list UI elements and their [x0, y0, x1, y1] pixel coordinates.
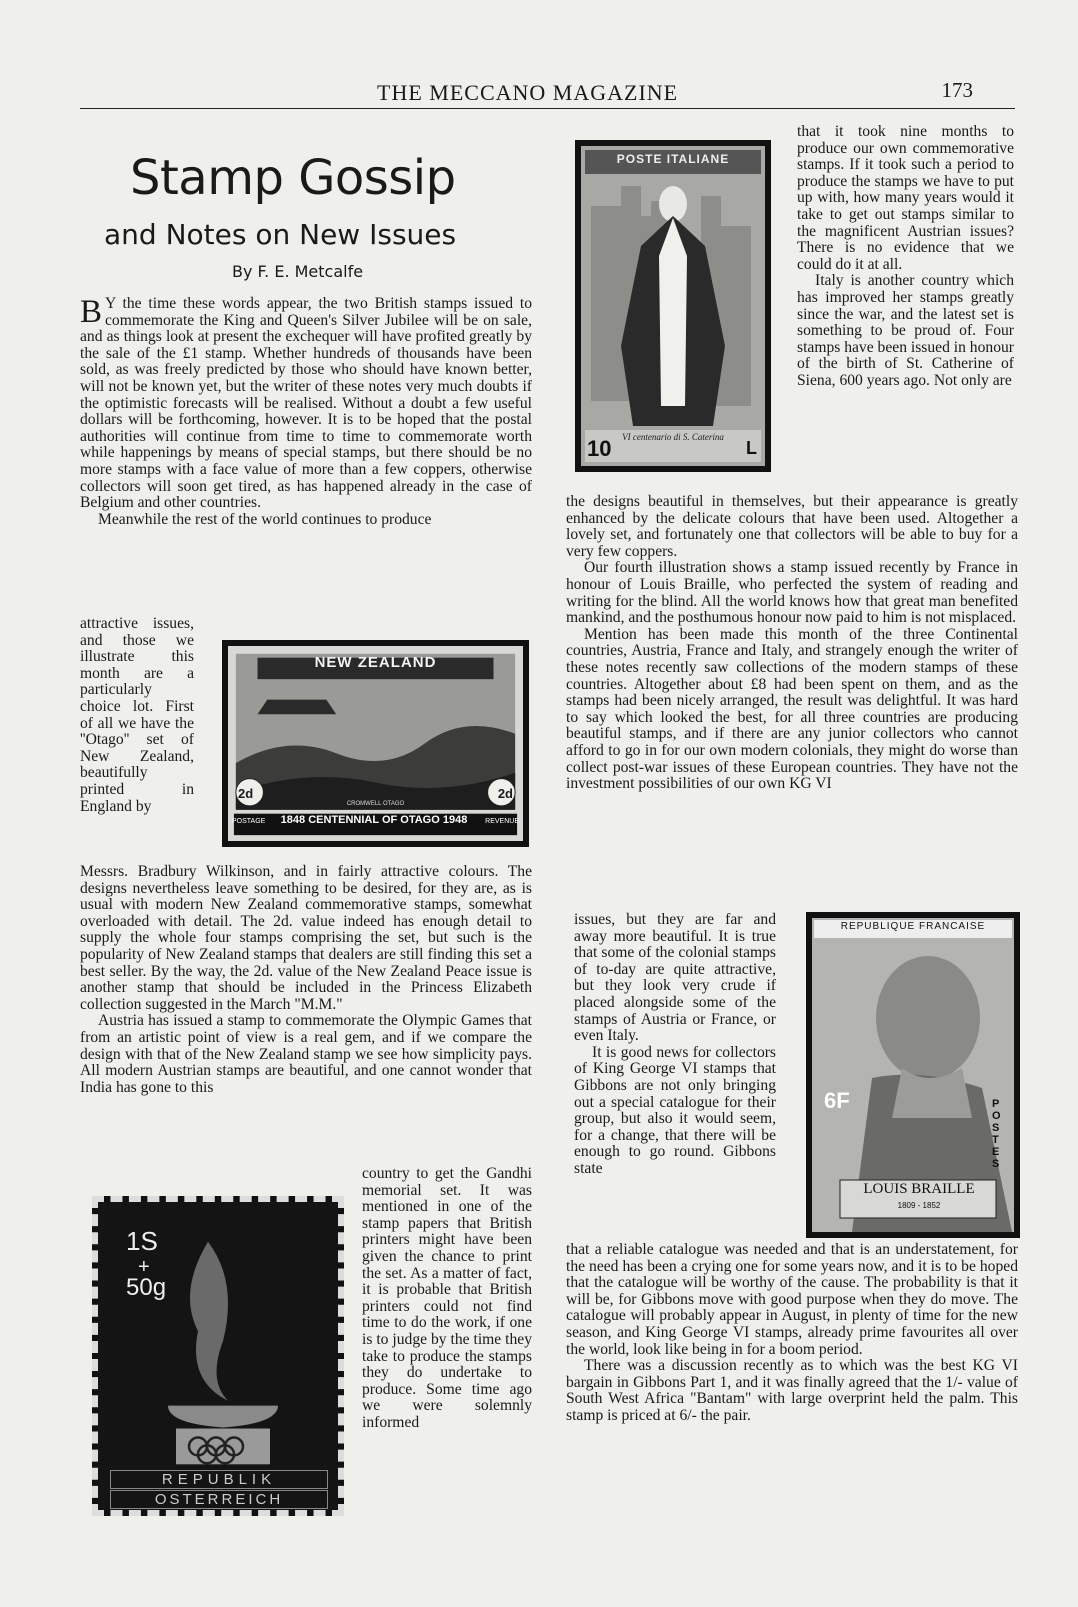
france-name-label: LOUIS BRAILLE: [863, 1181, 975, 1197]
col2-block-d: [566, 1242, 1018, 1425]
italy-header: POSTE ITALIANE: [616, 152, 730, 166]
nz-postage-label: POSTAGE: [232, 818, 266, 825]
italy-inscription: VI centenario di S. Caterina: [622, 432, 724, 442]
austria-value-2: 50g: [126, 1274, 167, 1301]
col1-block-b: [80, 616, 194, 815]
col1-paragraph-2b: attractive issues, and those we illustrate this month are a particularly choice lot. First of all we have the ''Otago'' set of New Zealand, beautifully printed in England by: [80, 615, 194, 815]
page-number: 173: [941, 78, 973, 102]
running-head: [80, 78, 1015, 109]
austria-plus: +: [138, 1256, 150, 1278]
france-postes-label: POSTES: [992, 1098, 1001, 1170]
nz-banner: 1848 CENTENNIAL OF OTAGO 1948: [280, 814, 468, 826]
col2-paragraph-4b: issues, but they are far and away more beautiful. It is true that some of the colonial stamps of to-day are quite attractive, but they look very crude if placed alongside some of the stamps of Austria or France, or even Italy.: [574, 911, 776, 1045]
austria-inscription-1: REPUBLIK: [110, 1470, 328, 1489]
col2-paragraph-3: Our fourth illustration shows a stamp issued recently by France in honour of Louis Braille, who perfected the system of reading and writing for the blind. All the world knows how that great man benefited mankind, and the posthumous honour now paid to him is not misplaced.: [566, 559, 1018, 627]
italy-lire-label: L: [746, 438, 757, 458]
article-headline: Stamp Gossip: [130, 150, 456, 206]
austria-inscription-2: OSTERREICH: [110, 1490, 328, 1509]
col2-block-b: [566, 494, 1018, 793]
col1-paragraph-3a: Austria has issued a stamp to commemorate the Olympic Games that from an artistic point of view is a real gem, and if we compare the design with that of the New Zealand stamp we see how simplicity pays. All modern Austrian stamps are beautiful, and one cannot wonder that India has gone to this: [80, 1012, 532, 1096]
col2-paragraph-2b: the designs beautiful in themselves, but their appearance is greatly enhanced by the delicate colours that have been used. Altogether a lovely set, and fortunately one that collectors will be able to buy for a very few coppers.: [566, 493, 1018, 560]
austria-stamp-image: [92, 1196, 344, 1516]
col2-paragraph-4: Mention has been made this month of the three Continental countries, Austria, France and Italy, and strangely enough the writer of these notes recently saw collections of the modern stamps of these countries. Altogether about £8 had been spent on them, and as the stamps had been nicely arranged, the result was delightful. It was hard to say which looked the best, for all three countries are producing beautiful stamps, and if there are any junior collectors who cannot afford to go in for our own modern colonials, they might do worse than collect post-war issues of these European countries. They have not the investment possibilities of our own KG VI: [566, 625, 1018, 793]
france-header: REPUBLIQUE FRANCAISE: [840, 921, 986, 932]
col1-paragraph-3b: country to get the Gandhi memorial set. It was mentioned in one of the stamp papers that British printers might have been given the chance to print the set. As a matter of fact, it is probable that British printers could not find time to do the work, if one is to judge by the time they take to produce the stamps they do undertake to produce. Some time ago we were solemnly informed: [362, 1165, 532, 1431]
col2-paragraph-2a: Italy is another country which has improved her stamps greatly since the war, and the latest set is something to be proud of. Four stamps have been issued in honour of the birth of St. Catherine of Siena, 600 years ago. Not only are: [797, 272, 1014, 389]
france-value: 6F: [824, 1088, 850, 1113]
magazine-title: THE MECCANO MAGAZINE: [377, 80, 679, 105]
col2-paragraph-1: that it took nine months to produce our own commemorative stamps. If it took such a period to produce the stamps we have to put up with, how many years would it take to get out stamps similar to the magnificent Austrian issues? There is no evidence that we could do it at all.: [797, 123, 1014, 273]
col1-block-d: [362, 1166, 532, 1432]
col2-paragraph-6: There was a discussion recently as to which was the best KG VI bargain in Gibbons Part 1, and it was finally agreed that the 1/- value of South West Africa "Bantam" with large overprint held the palm. This stamp is priced at 6/- the pair.: [566, 1357, 1018, 1424]
col2-paragraph-5a: It is good news for collectors of King George VI stamps that Gibbons are not only bringing out a special catalogue for their group, but also it would seem, for a change, that there will be enough to go round. Gibbons state: [574, 1043, 776, 1177]
nz-caption: CROMWELL OTAGO: [346, 801, 405, 807]
col1-block-a: [80, 296, 532, 528]
col1-paragraph-2a: Meanwhile the rest of the world continues to produce: [98, 510, 432, 528]
france-stamp-image: [806, 912, 1020, 1238]
col1-paragraph-1: Y the time these words appear, the two British stamps issued to commemorate the King and Queen's Silver Jubilee will be on sale, and as things look at present the exchequer will have profited greatly by the sale of the £1 stamp. Whether hundreds of thousands have been sold, as was freely predicted by those who should have known better, will not be known yet, but the writer of these notes very much doubts if the optimistic forecasts will be realised. Without a doubt a few useful dollars will be forthcoming, however. It is to be hoped that the postal authorities will continue from time to time to commemorate worth while happenings by means of special stamps, but there should be no more stamps with a face value of more than a few coppers, otherwise collectors will soon get tired, as has happened already in the case of Belgium and other countries.: [80, 295, 532, 512]
byline: By F. E. Metcalfe: [232, 262, 364, 281]
austria-value-1: 1S: [126, 1226, 158, 1256]
france-years-label: 1809 - 1852: [897, 1201, 941, 1210]
article-subhead: and Notes on New Issues: [104, 218, 457, 251]
nz-value-right: 2d: [497, 786, 513, 801]
italy-value: 10: [587, 436, 612, 461]
col1-block-c: [80, 864, 532, 1096]
italy-stamp-image: [575, 140, 771, 472]
col2-block-c: [574, 912, 776, 1178]
nz-country-label: NEW ZEALAND: [314, 654, 437, 671]
nz-value-left: 2d: [238, 786, 254, 801]
col1-paragraph-2c: Messrs. Bradbury Wilkinson, and in fairly attractive colours. The designs nevertheless leave something to be desired, for they are, as is usual with modern New Zealand commemorative stamps, somewhat overloaded with detail. The 2d. value indeed has enough detail to supply the whole four stamps comprising the set, but such is the popularity of New Zealand stamps that dealers are still finding this set a best seller. By the way, the 2d. value of the New Zealand Peace issue is another stamp that should be included in the Princess Elizabeth collection suggested in the March "M.M.": [80, 863, 532, 1013]
col2-block-a: [797, 124, 1014, 390]
new-zealand-stamp-image: [222, 640, 529, 847]
col2-paragraph-5b: that a reliable catalogue was needed and that is an understatement, for the need has been a crying one for some years now, and it is to be hoped that the catalogue will be worthy of the cause. The probability is that it will be, for Gibbons move with good purpose when they do move. The catalogue will probably appear in August, in plenty of time for the new season, and King George VI stamps, already prime favourites all over the world, look like being in for a boom period.: [566, 1241, 1018, 1358]
drop-cap: B: [80, 294, 103, 330]
nz-revenue-label: REVENUE: [485, 818, 519, 825]
